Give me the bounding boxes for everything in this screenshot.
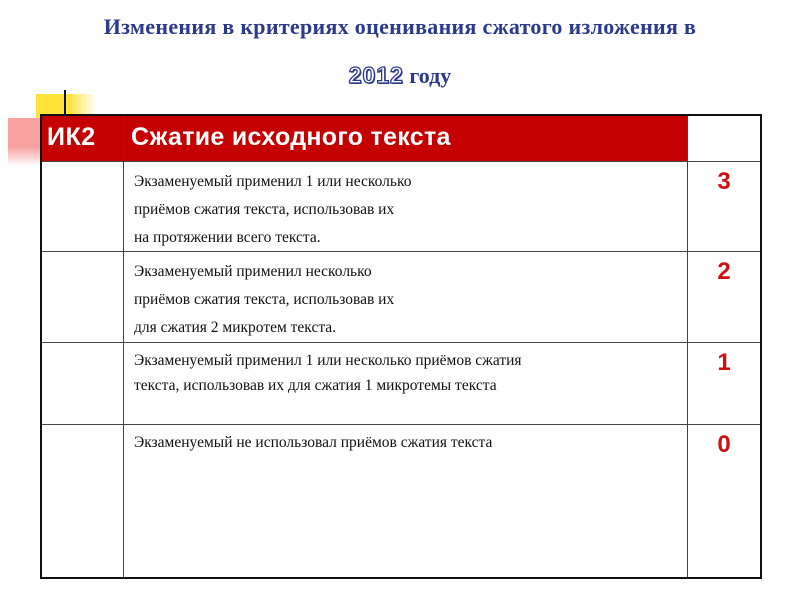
criteria-table bbox=[40, 114, 762, 579]
row-3-line-1: Экзаменуемый применил 1 или несколько приёмов сжатия bbox=[134, 352, 522, 369]
slide-title-suffix: году bbox=[409, 63, 452, 88]
row-4-line-1: Экзаменуемый не использовал приёмов сжатия текста bbox=[134, 434, 493, 451]
row-2-line-3: для сжатия 2 микротем текста. bbox=[134, 319, 337, 336]
slide-title-line1: Изменения в критериях оценивания сжатого изложения в bbox=[103, 14, 697, 39]
row-2-score-cell bbox=[688, 252, 760, 343]
row-2-description bbox=[124, 252, 687, 342]
row-1-line-2: приёмов сжатия текста, использовав их bbox=[134, 201, 395, 218]
row-3-line-2: текста, использовав их для сжатия 1 микротемы текста bbox=[134, 377, 497, 394]
header-code: ИК2 bbox=[47, 123, 96, 151]
row-2-desc-cell bbox=[124, 252, 688, 343]
header-title-cell bbox=[124, 116, 688, 162]
row-1-score-cell bbox=[688, 162, 760, 252]
row-4-code-cell bbox=[42, 425, 124, 577]
row-4-score-cell bbox=[688, 425, 760, 577]
row-3-desc-cell bbox=[124, 343, 688, 425]
header-title: Сжатие исходного текста bbox=[131, 123, 451, 151]
slide-title-year: 2012 bbox=[348, 62, 404, 88]
row-3-score-cell bbox=[688, 343, 760, 425]
row-1-score: 3 bbox=[717, 168, 731, 195]
row-3-description bbox=[124, 343, 687, 398]
row-1-description bbox=[124, 162, 687, 252]
row-2-line-1: Экзаменуемый применил несколько bbox=[134, 263, 372, 280]
row-2-line-2: приёмов сжатия текста, использовав их bbox=[134, 291, 395, 308]
row-1-code-cell bbox=[42, 162, 124, 252]
row-4-score: 0 bbox=[717, 431, 731, 458]
slide-title-line2 bbox=[0, 62, 800, 89]
header-code-cell bbox=[42, 116, 124, 162]
row-1-desc-cell bbox=[124, 162, 688, 252]
row-1-line-1: Экзаменуемый применил 1 или несколько bbox=[134, 173, 412, 190]
row-3-score: 1 bbox=[717, 349, 731, 376]
row-4-description bbox=[124, 425, 687, 455]
row-1-line-3: на протяжении всего текста. bbox=[134, 229, 321, 246]
slide-title bbox=[0, 14, 800, 40]
row-2-score: 2 bbox=[717, 258, 731, 285]
row-3-code-cell bbox=[42, 343, 124, 425]
decorative-pink-bar bbox=[8, 118, 42, 166]
row-2-code-cell bbox=[42, 252, 124, 343]
header-score-cell bbox=[688, 116, 760, 162]
row-4-desc-cell bbox=[124, 425, 688, 577]
